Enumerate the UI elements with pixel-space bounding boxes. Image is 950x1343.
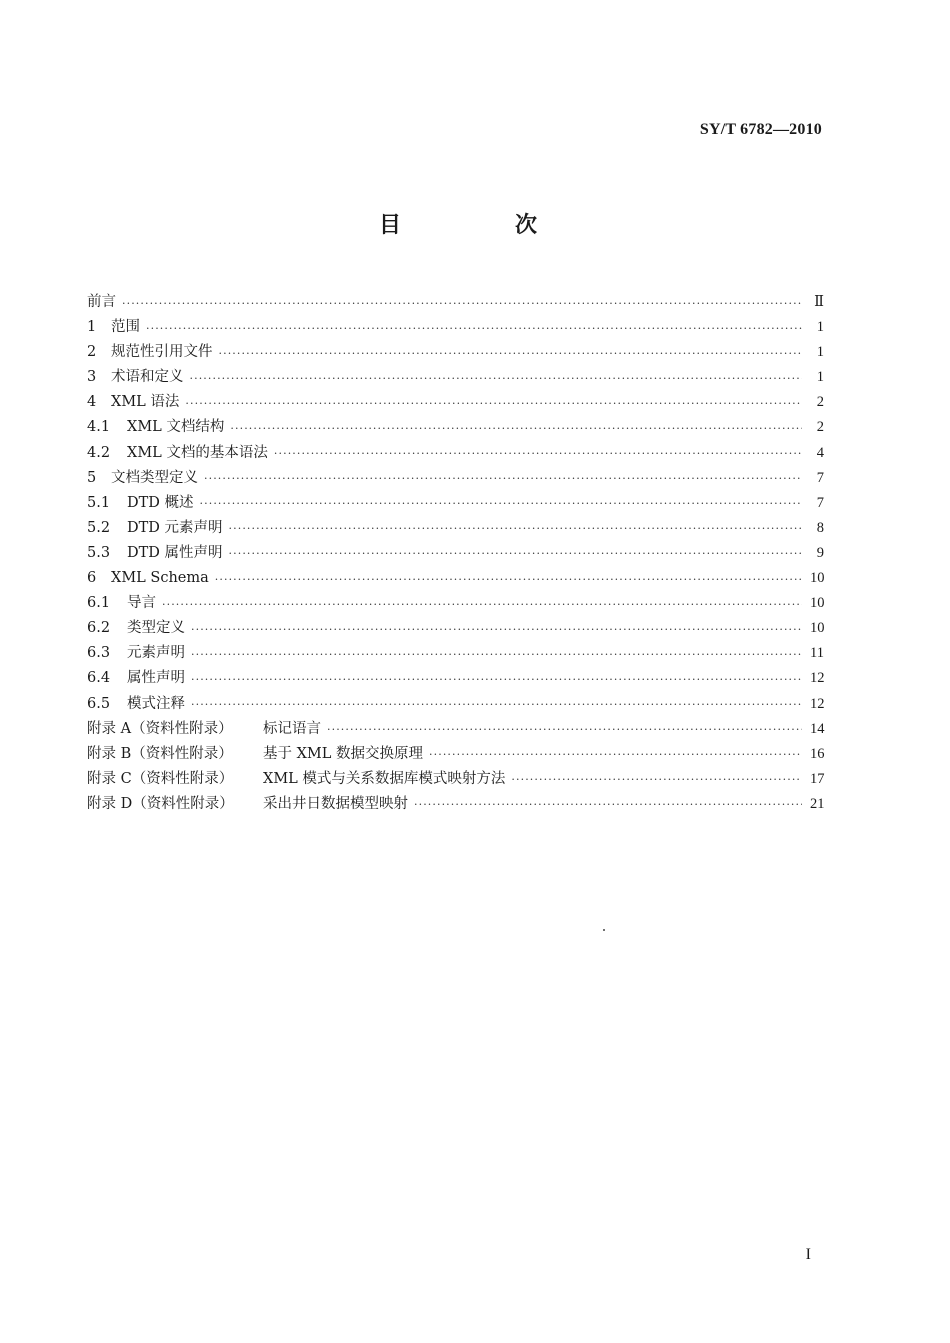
toc-entry-number: 附录 C（资料性附录）	[87, 770, 234, 787]
toc-dot-leader	[191, 673, 802, 687]
toc-dot-leader	[122, 297, 802, 311]
toc-entry-page: 10	[810, 595, 825, 612]
toc-dot-leader	[219, 347, 803, 361]
toc-entry[interactable]	[87, 441, 824, 466]
toc-entry-number: 附录 D（资料性附录）	[87, 795, 234, 812]
page-number: I	[805, 1246, 811, 1263]
toc-entry-page: 12	[810, 695, 825, 712]
toc-entry[interactable]	[87, 792, 824, 817]
toc-entry[interactable]	[87, 466, 824, 491]
toc-entry[interactable]	[87, 290, 824, 315]
toc-dot-leader	[215, 573, 802, 587]
toc-entry-page: 11	[810, 645, 824, 662]
toc-entry[interactable]	[87, 666, 824, 691]
toc-entry-page: 7	[816, 494, 824, 511]
toc-entry-number: 3	[87, 369, 97, 386]
toc-entry-page: 4	[816, 444, 824, 461]
toc-dot-leader	[190, 372, 803, 386]
toc-entry-title: DTD 元素声明	[127, 519, 223, 536]
toc-entry[interactable]	[87, 516, 824, 541]
toc-entry[interactable]	[87, 767, 824, 792]
toc-entry-title: 元素声明	[127, 645, 185, 662]
toc-dot-leader	[162, 598, 802, 612]
toc-entry-title: 术语和定义	[111, 369, 184, 386]
toc-entry[interactable]	[87, 692, 824, 717]
toc-entry[interactable]	[87, 491, 824, 516]
toc-entry-title: 范围	[111, 319, 140, 336]
toc-entry-page: 21	[810, 795, 825, 812]
toc-entry[interactable]	[87, 616, 824, 641]
toc-entry-number: 1	[87, 319, 97, 336]
toc-entry-title: 导言	[127, 595, 156, 612]
toc-entry-number: 4.1	[87, 419, 111, 436]
toc-entry-page: 14	[810, 720, 825, 737]
toc-dot-leader	[191, 648, 802, 662]
toc-entry[interactable]	[87, 340, 824, 365]
toc-entry-page: 17	[810, 770, 825, 787]
toc-entry-number: 2	[87, 344, 97, 361]
toc-entry-page: 1	[816, 319, 824, 336]
toc-entry-title: XML 文档结构	[127, 419, 225, 436]
toc-entry-number: 6	[87, 570, 97, 587]
toc-entry-page: 16	[810, 745, 825, 762]
toc-entry-number: 6.2	[87, 620, 111, 637]
toc-dot-leader	[200, 497, 802, 511]
toc-entry[interactable]	[87, 566, 824, 591]
toc-entry-page: Ⅱ	[814, 294, 824, 310]
toc-entry-number: 4.2	[87, 444, 111, 461]
table-of-contents	[87, 290, 824, 817]
toc-entry-number: 4	[87, 394, 97, 411]
toc-dot-leader	[204, 472, 802, 486]
toc-entry[interactable]	[87, 742, 824, 767]
toc-entry-title: 采出井日数据模型映射	[263, 795, 408, 812]
toc-dot-leader	[191, 698, 802, 712]
toc-entry[interactable]	[87, 415, 824, 440]
toc-entry-page: 10	[810, 570, 825, 587]
toc-entry-title: 基于 XML 数据交换原理	[263, 745, 424, 762]
toc-dot-leader	[191, 623, 802, 637]
toc-entry-number: 6.3	[87, 645, 111, 662]
toc-entry[interactable]	[87, 315, 824, 340]
toc-entry-page: 2	[816, 394, 824, 411]
toc-entry-title: 模式注释	[127, 695, 185, 712]
toc-entry-page: 1	[816, 344, 824, 361]
standard-code: SY/T 6782—2010	[699, 121, 822, 138]
toc-dot-leader	[229, 547, 802, 561]
toc-entry-number: 6.5	[87, 695, 111, 712]
toc-entry-page: 10	[810, 620, 825, 637]
toc-entry-title: 规范性引用文件	[111, 344, 213, 361]
toc-dot-leader	[230, 422, 802, 436]
toc-entry-number: 5.1	[87, 494, 111, 511]
toc-entry-page: 9	[816, 544, 824, 561]
toc-entry-title: 属性声明	[127, 670, 185, 687]
toc-entry-number: 附录 A（资料性附录）	[87, 720, 233, 737]
toc-entry-number: 6.4	[87, 670, 111, 687]
toc-dot-leader	[146, 322, 802, 336]
toc-entry-title: DTD 概述	[127, 494, 194, 511]
toc-dot-leader	[327, 723, 802, 737]
toc-entry-title: 标记语言	[263, 720, 321, 737]
toc-entry-page: 12	[810, 670, 825, 687]
toc-dot-leader	[414, 798, 802, 812]
toc-dot-leader	[429, 748, 802, 762]
toc-entry-page: 2	[816, 419, 824, 436]
toc-dot-leader	[511, 773, 802, 787]
toc-entry[interactable]	[87, 591, 824, 616]
toc-entry-title: XML 文档的基本语法	[127, 444, 268, 461]
toc-entry-title: 前言	[87, 294, 116, 310]
toc-entry[interactable]	[87, 390, 824, 415]
toc-entry-title: 文档类型定义	[111, 469, 198, 486]
toc-dot-leader	[229, 522, 802, 536]
toc-entry-number: 5.3	[87, 544, 111, 561]
toc-entry-title: XML 语法	[111, 394, 180, 411]
toc-entry-title: XML 模式与关系数据库模式映射方法	[263, 770, 506, 787]
toc-entry-number: 附录 B（资料性附录）	[87, 745, 233, 762]
toc-entry-number: 5	[87, 469, 97, 486]
toc-entry-title: DTD 属性声明	[127, 544, 223, 561]
toc-entry[interactable]	[87, 365, 824, 390]
stray-dot	[603, 929, 605, 931]
toc-entry-page: 1	[816, 369, 824, 386]
toc-entry-title: 类型定义	[127, 620, 185, 637]
page-title: 目 次	[378, 212, 583, 238]
toc-entry-number: 6.1	[87, 595, 111, 612]
toc-entry-page: 8	[816, 519, 824, 536]
toc-entry-title: XML Schema	[111, 570, 209, 587]
toc-dot-leader	[274, 447, 802, 461]
toc-entry[interactable]	[87, 717, 824, 742]
toc-entry-number: 5.2	[87, 519, 111, 536]
toc-entry-page: 7	[816, 469, 824, 486]
toc-entry[interactable]	[87, 641, 824, 666]
toc-entry[interactable]	[87, 541, 824, 566]
toc-dot-leader	[185, 397, 802, 411]
